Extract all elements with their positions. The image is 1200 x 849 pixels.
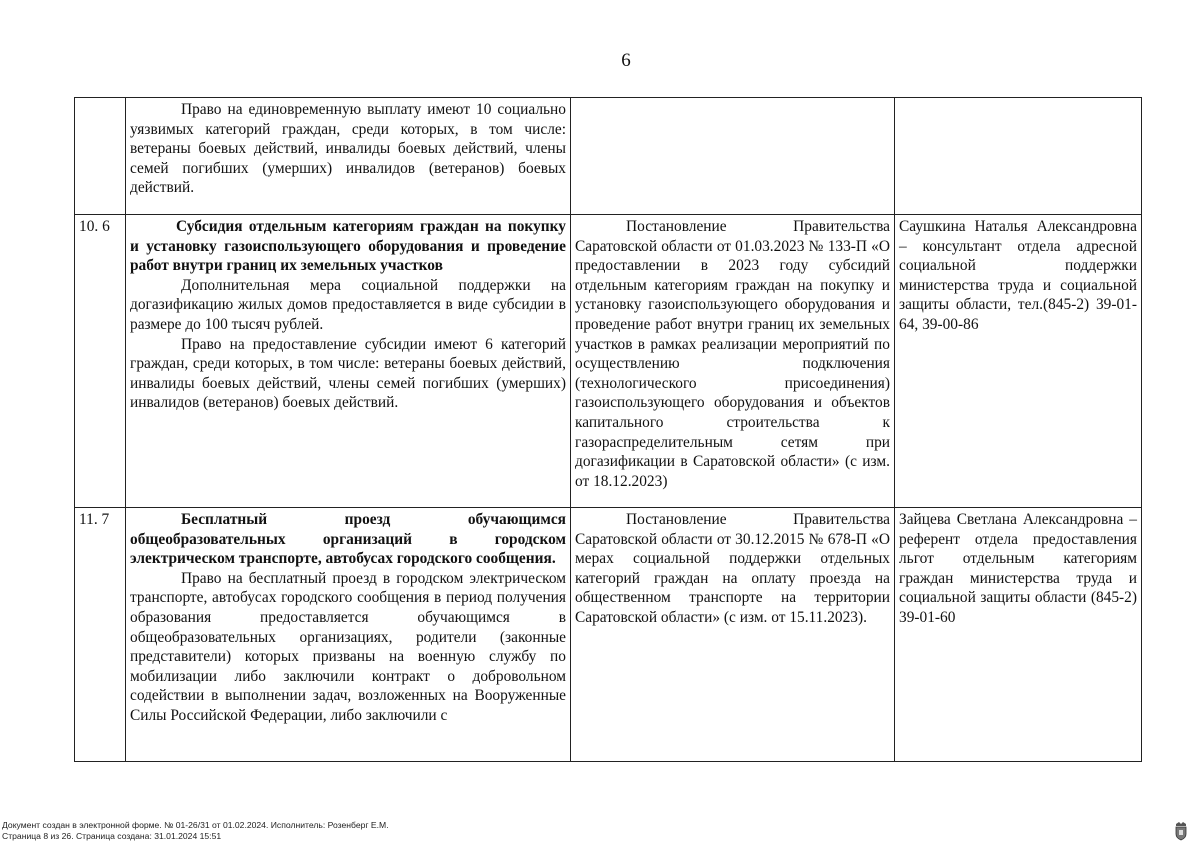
measure-paragraph: Право на предоставление субсидии имеют 6 категорий граждан, среди которых, в том числе: ветераны боевых действий, инвалиды боевых действий, члены семей погибших (умерших) инвалидов (ветеранов) боевых действий. xyxy=(130,335,566,412)
page-number: 6 xyxy=(621,50,631,71)
contact-cell: Саушкина Наталья Александровна – консультант отдела адресной социальной поддержки министерства труда и социальной защиты области, тел.(845-2) 39-01-64, 39-00-86 xyxy=(895,215,1142,508)
table-row xyxy=(75,215,1142,508)
measure-cell xyxy=(126,98,571,215)
law-cell xyxy=(571,508,895,762)
row-number xyxy=(75,98,126,215)
contact-cell: Зайцева Светлана Александровна – референт отдела предоставления льгот отдельным категориям граждан министерства труда и социальной защиты области (845-2) 39-01-60 xyxy=(895,508,1142,762)
footer-document-info: Документ создан в электронной форме. № 01-26/31 от 01.02.2024. Исполнитель: Розенберг Е.М. xyxy=(2,820,389,830)
footer-page-info: Страница 8 из 26. Страница создана: 31.01.2024 15:51 xyxy=(2,831,222,841)
contact-cell xyxy=(895,98,1142,215)
law-text: Постановление Правительства Саратовской области от 01.03.2023 № 133-П «О предоставлении в 2023 году субсидий отдельным категориям граждан на покупку и установку газоиспользующего оборудования и проведение работ внутри границ их земельных участков в рамках реализации мероприятий по осуществлению подключения (технологического присоединения) газоиспользующего оборудования и объектов капитального строительства к газораспределительным сетям при догазификации в Саратовской области» (с изм. от 18.12.2023) xyxy=(575,218,890,490)
coat-of-arms-icon xyxy=(1174,821,1188,841)
measures-table xyxy=(74,97,1142,762)
row-number: 10. 6 xyxy=(75,215,126,508)
table-row xyxy=(75,508,1142,762)
row-number: 11. 7 xyxy=(75,508,126,762)
measure-paragraph: Право на единовременную выплату имеют 10 социально уязвимых категорий граждан, среди которых, в том числе: ветераны боевых действий, инвалиды боевых действий, члены семей погибших (умерших) инвалидов (ветеранов) боевых действий. xyxy=(130,101,566,197)
law-cell xyxy=(571,98,895,215)
law-text: Постановление Правительства Саратовской области от 30.12.2015 № 678-П «О мерах социальной поддержки отдельных категорий граждан на оплату проезда на общественном транспорте на территории Саратовской области» (с изм. от 15.11.2023). xyxy=(575,511,890,626)
table-row xyxy=(75,98,1142,215)
measure-cell xyxy=(126,508,571,762)
measure-title: Субсидия отдельным категориям граждан на покупку и установку газоиспользующего оборудования и проведение работ внутри границ их земельных участков xyxy=(130,218,566,275)
measure-cell xyxy=(126,215,571,508)
law-cell xyxy=(571,215,895,508)
measure-paragraph: Право на бесплатный проезд в городском электрическом транспорте, автобусах городского сообщения в период получения образования предоставляется обучающимся в общеобразовательных организациях, родители (законные представители) которых призваны на военную службу по мобилизации либо заключили контракт о добровольном содействии в выполнении задач, возложенных на Вооруженные Силы Российской Федерации, либо заключили с xyxy=(130,569,566,724)
measure-title: Бесплатный проезд обучающимся общеобразовательных организаций в городском электрическом транспорте, автобусах городского сообщения. xyxy=(130,511,566,568)
measure-paragraph: Дополнительная мера социальной поддержки на догазификацию жилых домов предоставляется в виде субсидии в размере до 100 тысяч рублей. xyxy=(130,276,566,333)
document-footer xyxy=(2,820,389,842)
